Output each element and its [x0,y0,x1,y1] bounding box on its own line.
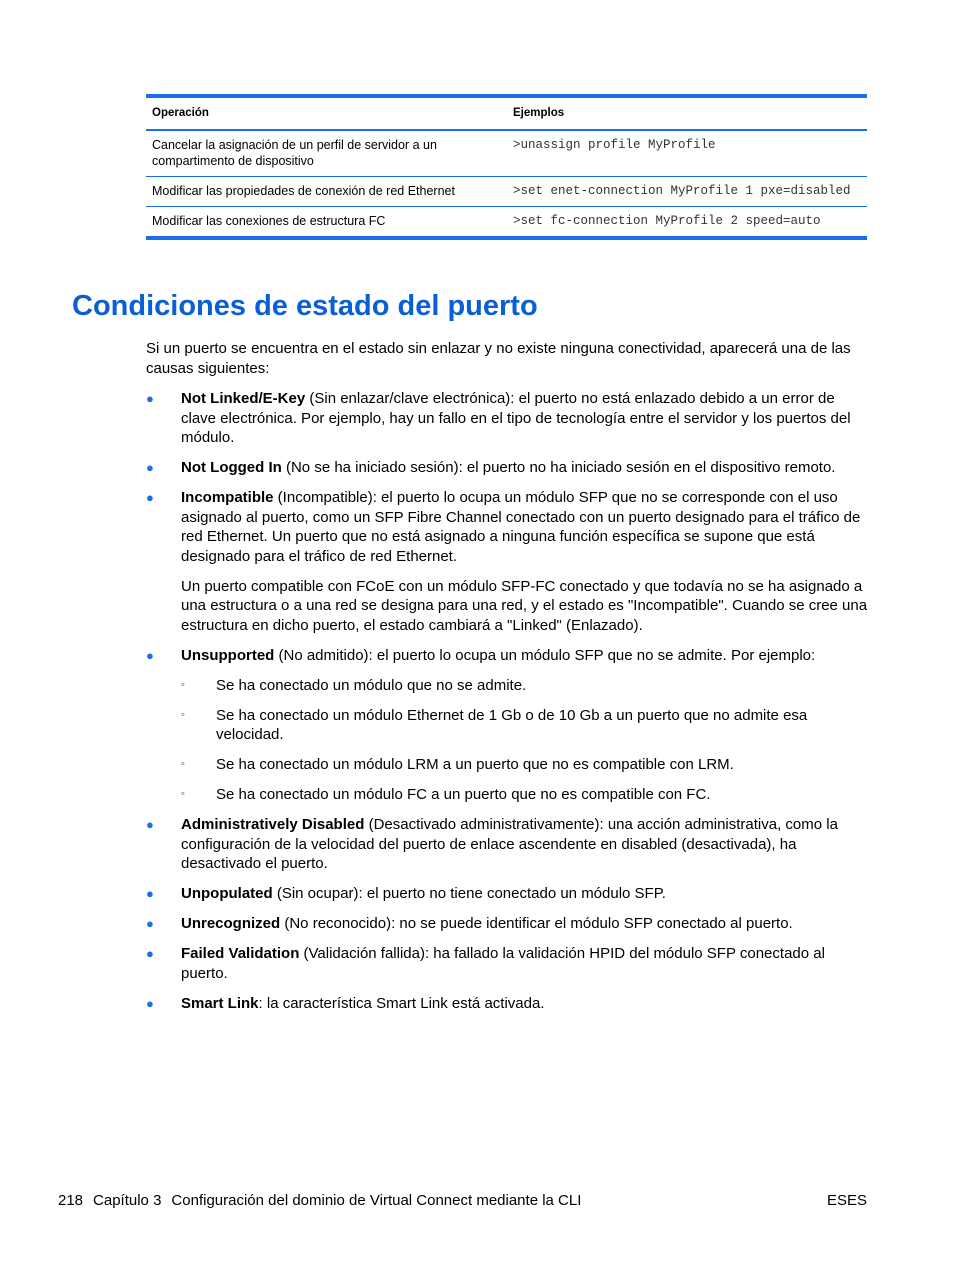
item-term: Unpopulated [181,885,273,902]
circle-bullet-icon: ◦ [181,758,185,770]
example-cell: >unassign profile MyProfile [507,130,867,177]
table-header-row [146,96,867,130]
operation-cell: Cancelar la asignación de un perfil de servidor a un compartimento de dispositivo [146,130,507,177]
sub-list-item [181,755,868,775]
list-item [146,646,868,805]
circle-bullet-icon: ◦ [181,788,185,800]
operation-cell: Modificar las conexiones de estructura FC [146,207,507,239]
item-term: Administratively Disabled [181,816,365,833]
item-text: (No reconocido): no se puede identificar el módulo SFP conectado al puerto. [280,915,793,932]
bullet-icon: ● [146,995,154,1011]
item-text: (Sin ocupar): el puerto no tiene conectado un módulo SFP. [272,885,666,902]
operation-cell: Modificar las propiedades de conexión de red Ethernet [146,177,507,207]
list-item [146,884,868,904]
list-item [146,914,868,934]
bullet-icon: ● [146,647,154,663]
item-text: : la característica Smart Link está activada. [258,994,545,1012]
item-text: (Validación fallida): ha fallado la validación HPID del módulo SFP conectado al puerto. [181,945,825,982]
language-code: ESES [826,1192,867,1209]
item-term: Smart Link [181,994,259,1012]
bullet-icon: ● [146,946,154,961]
chapter-title: Configuración del dominio de Virtual Connect mediante la CLI [171,1192,582,1209]
sub-list [181,676,868,805]
column-header-examples: Ejemplos [507,96,867,130]
intro-paragraph: Si un puerto se encuentra en el estado sin enlazar y no existe ninguna conectividad, aparecerá una de las causas siguientes: [146,340,851,377]
item-term: Unrecognized [181,915,281,932]
item-term: Not Logged In [181,459,282,476]
sub-list-item [181,676,868,696]
list-item [146,389,868,448]
chapter-label: Capítulo 3 [93,1192,162,1209]
example-cell: >set enet-connection MyProfile 1 pxe=disabled [507,177,867,207]
section-title: Condiciones de estado del puerto [72,290,538,322]
sub-item-text: Se ha conectado un módulo que no se admite. [216,676,527,694]
page-footer [58,1192,867,1209]
list-item [146,488,868,635]
list-item [146,944,868,983]
item-text: (No se ha iniciado sesión): el puerto no ha iniciado sesión en el dispositivo remoto. [281,459,836,476]
bullet-icon: ● [146,817,154,832]
table-row [146,207,867,239]
item-term: Incompatible [181,489,274,506]
list-item [146,815,868,874]
sub-item-text: Se ha conectado un módulo FC a un puerto que no es compatible con FC. [216,786,711,803]
item-term: Not Linked/E-Key [181,390,306,407]
bullet-icon: ● [146,886,154,901]
item-text: (No admitido): el puerto lo ocupa un módulo SFP que no se admite. Por ejemplo: [274,646,816,664]
item-text: (Sin enlazar/clave electrónica): el puerto no está enlazado debido a un error de clave electrónica. Por ejemplo, hay un fallo en el tipo de tecnología entre el servidor y los puertos del módulo. [181,390,851,446]
item-text: (Desactivado administrativamente): una acción administrativa, como la configuración de la velocidad del puerto de enlace ascendente en disabled (desactivada), ha desactivado el puerto. [181,816,838,872]
column-header-operation: Operación [146,96,507,130]
page-number: 218 [58,1192,84,1209]
operations-table [146,94,867,240]
item-text: (Incompatible): el puerto lo ocupa un módulo SFP que no se corresponde con el uso asignado al puerto, como un SFP Fibre Channel conectado con un puerto designado para el tráfico de red Ethernet. Un puerto que no está asignado a ninguna función específica se supone que está designado para el tráfico de red Ethernet. [181,489,861,565]
item-term: Failed Validation [181,945,300,962]
bullet-icon: ● [146,391,154,406]
sub-item-text: Se ha conectado un módulo Ethernet de 1 Gb o de 10 Gb a un puerto que no admite esa velocidad. [216,706,808,743]
table-row [146,130,867,177]
list-item [146,994,868,1014]
circle-bullet-icon: ◦ [181,708,185,721]
example-cell: >set fc-connection MyProfile 2 speed=auto [507,207,867,239]
status-conditions-list [146,389,868,1024]
sub-list-item [181,785,868,805]
bullet-icon: ● [146,916,154,931]
list-item [146,458,868,478]
sub-item-text: Se ha conectado un módulo LRM a un puerto que no es compatible con LRM. [216,756,734,773]
bullet-icon: ● [146,460,154,475]
item-extra-paragraph: Un puerto compatible con FCoE con un módulo SFP-FC conectado y que todavía no se ha asignado a una estructura o a una red se designa para una red, y el estado es "Incompatible". Cuando se cree una estructura en dicho puerto, el estado cambiará a "Linked" (Enlazado). [181,577,868,634]
item-term: Unsupported [181,646,275,664]
sub-list-item [181,706,868,745]
table-row [146,177,867,207]
bullet-icon: ● [146,490,154,505]
circle-bullet-icon: ◦ [181,678,185,691]
